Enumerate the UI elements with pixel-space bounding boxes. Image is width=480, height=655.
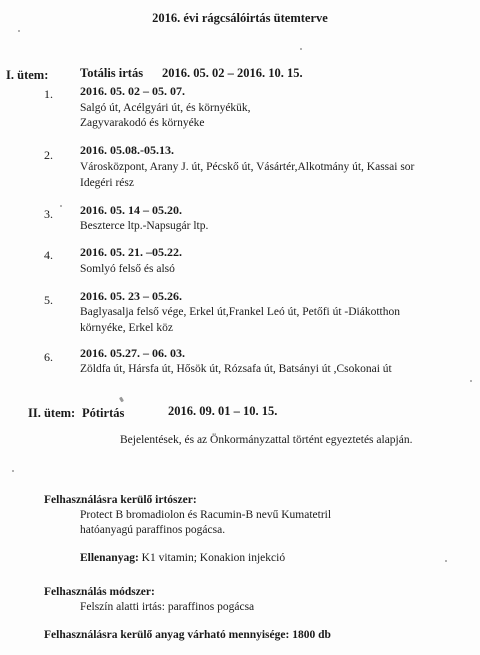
item-date: 2016. 05. 14 – 05.20. [80,203,182,217]
method-value: Felszín alatti irtás: paraffinos pogácsa [80,601,255,613]
document-title: 2016. évi rágcsálóirtás ütemterve [152,11,328,25]
item-number: 3. [44,207,53,221]
antidote-row [80,550,285,566]
item-date: 2016. 05. 23 – 05.26. [80,289,182,303]
antidote-value: K1 vitamin; Konakion injekció [141,552,286,564]
phase2-note: Bejelentések, és az Önkormányzattal történt egyeztetés alapján. [120,434,413,446]
item-number: 4. [44,248,53,262]
scan-speck [18,30,20,32]
item-location: Baglyasalja felső vége, Erkel út,Frankel Leó út, Petőfi út -Diákotthon [80,306,401,318]
quantity-row [44,627,331,643]
scan-speck [300,48,302,50]
item-date: 2016. 05. 21. –05.22. [80,245,182,259]
item-number: 1. [44,87,53,101]
material-heading: Felhasználásra kerülő irtószer: [44,494,197,506]
quantity-value: 1800 db [292,629,331,641]
scan-speck [60,205,62,207]
item-location: Salgó út, Acélgyári út, és környékük, [80,102,251,114]
item-location: Zagyvarakodó és környéke [80,117,205,129]
item-number: 5. [44,293,53,307]
item-number: 2. [44,148,53,162]
phase1-type: Totális irtás [80,66,144,80]
item-location: Beszterce ltp.-Napsugár ltp. [80,220,209,232]
item-location: környéke, Erkel köz [80,322,173,334]
quantity-label: Felhasználásra kerülő anyag várható mennyisége: [44,629,290,641]
phase2-range: 2016. 09. 01 – 10. 15. [168,404,278,418]
item-date: 2016. 05.27. – 06. 03. [80,346,185,360]
method-heading: Felhasználás módszer: [44,586,155,598]
phase1-label: I. ütem: [6,68,49,82]
material-line: Protect B bromadiolon és Racumin-B nevű Kumatetril [80,509,332,521]
item-number: 6. [44,350,53,364]
scan-speck [445,560,447,562]
scan-speck [470,380,472,382]
phase1-range: 2016. 05. 02 – 2016. 10. 15. [162,66,303,80]
scan-speck [12,470,14,472]
item-date: 2016. 05.08.-05.13. [80,143,174,157]
material-line: hatóanyagú paraffinos pogácsa. [80,524,226,536]
item-location: Somlyó felső és alsó [80,263,175,275]
item-location: Városközpont, Arany J. út, Pécskő út, Vásártér,Alkotmány út, Kassai sor [80,161,415,173]
item-location: Idegéri rész [80,177,134,189]
phase2-type: Pótirtás [82,406,125,420]
phase2-label: II. ütem: [28,406,76,420]
item-location: Zöldfa út, Hársfa út, Hősök út, Rózsafa út, Batsányi út ,Csokonai út [80,363,392,375]
scan-speck [119,397,124,403]
item-date: 2016. 05. 02 – 05. 07. [80,84,185,98]
antidote-label: Ellenanyag: [80,552,139,564]
